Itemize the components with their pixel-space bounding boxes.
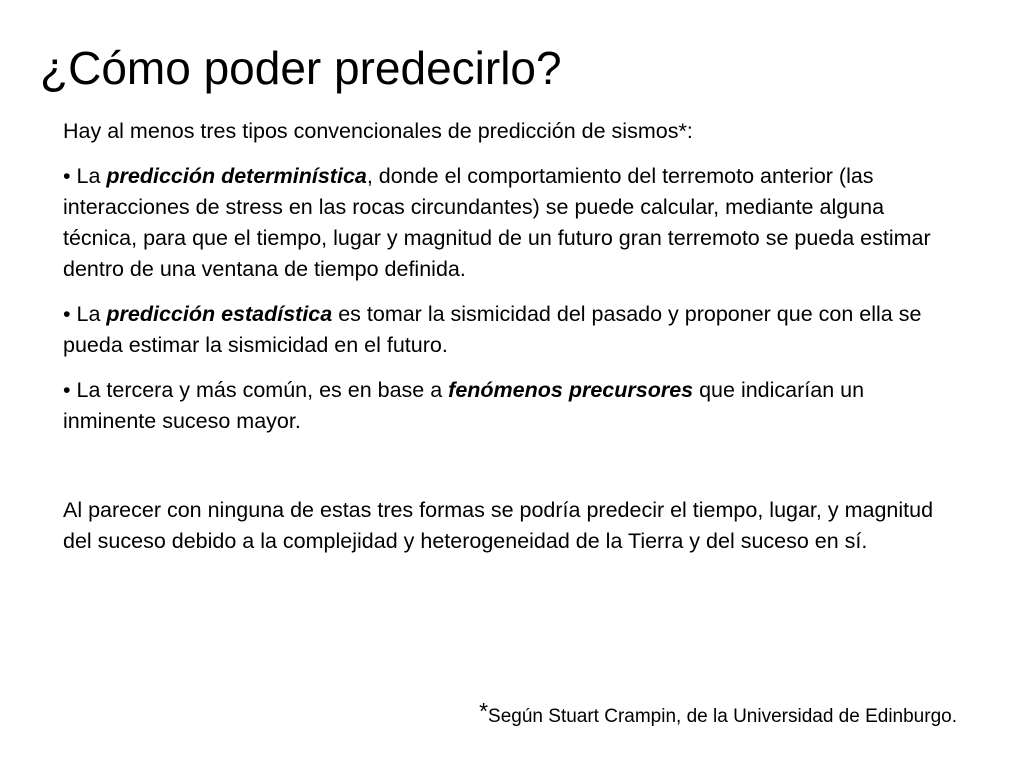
slide-title: ¿Cómo poder predecirlo? bbox=[40, 42, 562, 94]
bullet-text: que indicarían un inminente suceso mayor. bbox=[63, 378, 865, 433]
footnote-marker: * bbox=[479, 698, 489, 724]
bullet-prefix: • La bbox=[63, 164, 107, 188]
bullet-prefix: • La bbox=[63, 302, 107, 326]
bullet-text: , donde el comportamiento del terremoto anterior (las interacciones de stress en las rocas circundantes) se puede calcular, mediante alguna técnica, para que el tiempo, lugar y magnitud de un futuro gran terremoto se pueda estimar dentro de una ventana de tiempo definida. bbox=[63, 164, 931, 281]
bullet-precursors bbox=[63, 375, 963, 437]
footnote bbox=[479, 697, 957, 731]
bullet-text: es tomar la sismicidad del pasado y proponer que con ella se pueda estimar la sismicidad en el futuro. bbox=[63, 302, 922, 357]
term-precursors: fenómenos precursores bbox=[448, 378, 694, 402]
intro-paragraph: Hay al menos tres tipos convencionales de predicción de sismos*: bbox=[63, 119, 693, 143]
term-deterministic: predicción determinística bbox=[106, 164, 367, 188]
slide-body bbox=[63, 116, 963, 571]
bullet-deterministic bbox=[63, 161, 963, 285]
term-statistical: predicción estadística bbox=[106, 302, 333, 326]
bullet-prefix: • La tercera y más común, es en base a bbox=[63, 378, 449, 402]
conclusion-paragraph: Al parecer con ninguna de estas tres formas se podría predecir el tiempo, lugar, y magnitud del suceso debido a la complejidad y heterogeneidad de la Tierra y del suceso en sí. bbox=[63, 498, 934, 553]
footnote-text: Según Stuart Crampin, de la Universidad de Edinburgo. bbox=[488, 706, 957, 727]
bullet-statistical bbox=[63, 299, 963, 361]
